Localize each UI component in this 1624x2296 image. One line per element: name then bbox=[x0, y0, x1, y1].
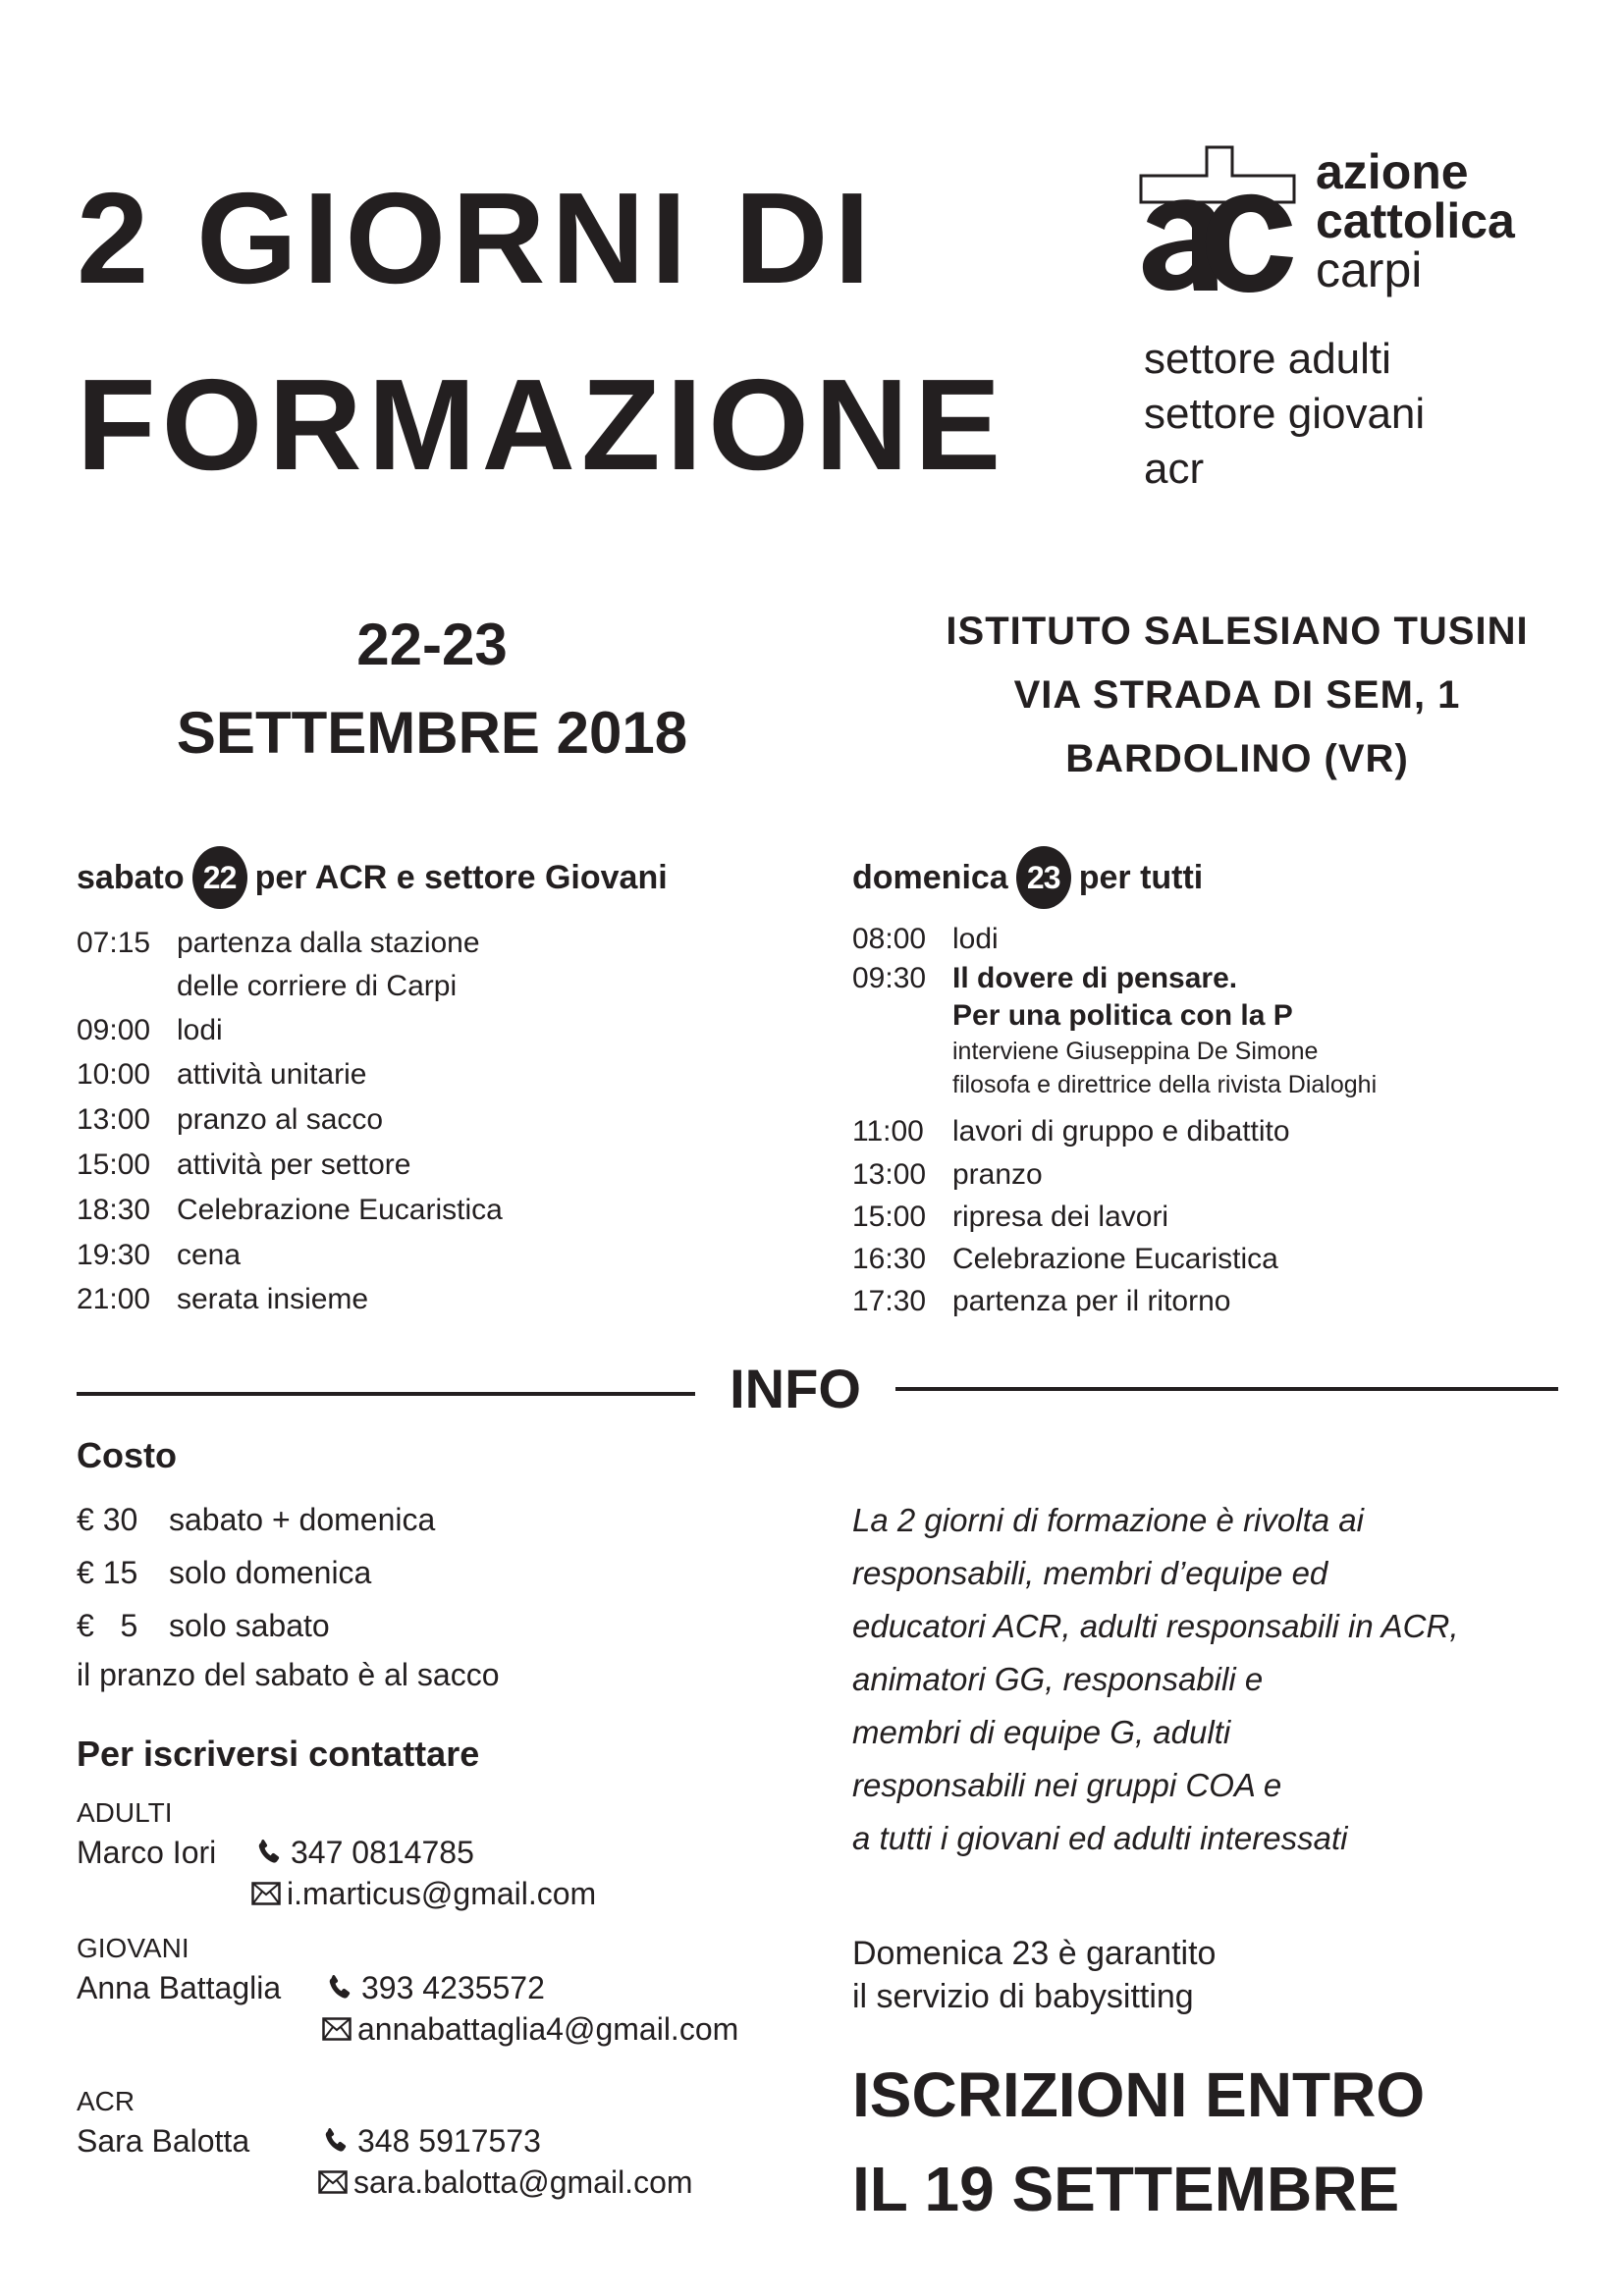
schedule-activity: Celebrazione Eucaristica bbox=[952, 1243, 1278, 1275]
schedule-time: 09:30 bbox=[852, 962, 927, 994]
schedule-activity: cena bbox=[177, 1239, 242, 1271]
schedule-time: 13:00 bbox=[77, 1103, 151, 1136]
schedule-time: 07:15 bbox=[77, 927, 151, 959]
contact-email-address: i.marticus@gmail.com bbox=[287, 1876, 597, 1911]
contact-email[interactable] bbox=[322, 2010, 738, 2048]
contact-email-address: sara.balotta@gmail.com bbox=[353, 2164, 693, 2200]
sector-acr: acr bbox=[1144, 445, 1205, 493]
sunday-day-badge: 23 bbox=[1016, 846, 1071, 909]
event-month-year: SETTEMBRE 2018 bbox=[176, 700, 688, 766]
venue-name: ISTITUTO SALESIANO TUSINI bbox=[946, 610, 1529, 653]
envelope-icon bbox=[251, 1882, 281, 1905]
target-line: a tutti i giovani ed adulti interessati bbox=[852, 1820, 1348, 1856]
cost-row bbox=[77, 1606, 803, 1645]
schedule-time: 19:30 bbox=[77, 1239, 151, 1271]
schedule-time: 16:30 bbox=[852, 1243, 927, 1275]
schedule-activity: attività per settore bbox=[177, 1148, 411, 1181]
cost-desc: sabato + domenica bbox=[169, 1502, 436, 1537]
target-line: membri di equipe G, adulti bbox=[852, 1714, 1231, 1750]
contact-email[interactable] bbox=[251, 1875, 596, 1912]
phone-icon bbox=[320, 2125, 352, 2157]
talk-title-line-2: Per una politica con la P bbox=[952, 999, 1293, 1032]
cost-note: il pranzo del sabato è al sacco bbox=[77, 1657, 500, 1692]
contact-group-adulti: ADULTI bbox=[77, 1797, 173, 1828]
schedule-activity: ripresa dei lavori bbox=[952, 1201, 1169, 1233]
schedule-activity: attività unitarie bbox=[177, 1058, 367, 1091]
target-line: animatori GG, responsabili e bbox=[852, 1661, 1264, 1697]
cost-desc: solo domenica bbox=[169, 1555, 372, 1590]
cost-price: € 15 bbox=[77, 1555, 138, 1590]
cost-price: € 5 bbox=[77, 1608, 138, 1643]
talk-title-line-1: Il dovere di pensare. bbox=[952, 962, 1238, 994]
sector-giovani: settore giovani bbox=[1144, 390, 1426, 438]
venue-city: BARDOLINO (VR) bbox=[1065, 737, 1409, 780]
divider-left bbox=[77, 1392, 695, 1396]
target-line: responsabili nei gruppi COA e bbox=[852, 1767, 1282, 1803]
schedule-activity: pranzo bbox=[952, 1158, 1043, 1191]
phone-icon bbox=[324, 1972, 355, 2003]
cost-row bbox=[77, 1553, 803, 1592]
sector-adulti: settore adulti bbox=[1144, 335, 1391, 383]
cost-row bbox=[77, 1500, 803, 1539]
cross-logo-icon bbox=[1139, 145, 1296, 293]
schedule-time: 09:00 bbox=[77, 1014, 151, 1046]
contact-phone-number: 348 5917573 bbox=[357, 2123, 541, 2159]
contact-name: Marco Iori bbox=[77, 1835, 217, 1870]
phone-icon bbox=[253, 1837, 285, 1868]
contact-group-acr: ACR bbox=[77, 2086, 135, 2116]
org-name-line-1: azione bbox=[1316, 144, 1469, 199]
contact-email-address: annabattaglia4@gmail.com bbox=[357, 2011, 739, 2047]
schedule-activity: partenza per il ritorno bbox=[952, 1285, 1231, 1317]
cost-price: € 30 bbox=[77, 1502, 138, 1537]
cost-desc: solo sabato bbox=[169, 1608, 330, 1643]
schedule-activity: lavori di gruppo e dibattito bbox=[952, 1115, 1290, 1148]
registration-deadline-line-1: ISCRIZIONI ENTRO bbox=[852, 2059, 1426, 2130]
schedule-time: 13:00 bbox=[852, 1158, 927, 1191]
org-name-line-3: carpi bbox=[1316, 242, 1423, 297]
logo-letter-c bbox=[1206, 194, 1293, 293]
contact-phone[interactable] bbox=[253, 1834, 474, 1871]
envelope-icon bbox=[322, 2017, 352, 2041]
contact-name: Anna Battaglia bbox=[77, 1970, 282, 2005]
schedule-activity-detail: delle corriere di Carpi bbox=[177, 970, 458, 1002]
title-line-1: 2 GIORNI DI bbox=[77, 166, 877, 310]
saturday-prefix: sabato bbox=[77, 858, 185, 896]
schedule-time: 08:00 bbox=[852, 923, 927, 955]
target-line: responsabili, membri d’equipe ed bbox=[852, 1555, 1328, 1591]
event-days: 22-23 bbox=[356, 612, 508, 677]
schedule-activity: Celebrazione Eucaristica bbox=[177, 1194, 503, 1226]
schedule-time: 21:00 bbox=[77, 1283, 151, 1315]
schedule-activity: lodi bbox=[952, 923, 999, 955]
cost-heading: Costo bbox=[77, 1435, 177, 1475]
contact-phone-number: 347 0814785 bbox=[291, 1835, 474, 1870]
org-name-line-2: cattolica bbox=[1316, 193, 1515, 248]
sunday-prefix: domenica bbox=[852, 858, 1008, 896]
babysitting-line: Domenica 23 è garantito bbox=[852, 1935, 1217, 1972]
envelope-icon bbox=[318, 2170, 348, 2194]
target-audience-text bbox=[852, 1494, 1598, 1865]
schedule-time: 15:00 bbox=[852, 1201, 927, 1233]
schedule-time: 11:00 bbox=[852, 1115, 924, 1148]
schedule-activity: serata insieme bbox=[177, 1283, 369, 1315]
contact-group-giovani: GIOVANI bbox=[77, 1933, 189, 1963]
saturday-heading bbox=[77, 846, 823, 909]
talk-speaker-role: filosofa e direttrice della rivista Dialoghi bbox=[952, 1071, 1378, 1098]
schedule-time: 17:30 bbox=[852, 1285, 927, 1317]
target-line: La 2 giorni di formazione è rivolta ai bbox=[852, 1502, 1364, 1538]
saturday-suffix: per ACR e settore Giovani bbox=[254, 858, 668, 896]
contact-name: Sara Balotta bbox=[77, 2123, 250, 2159]
contact-email[interactable] bbox=[318, 2163, 693, 2201]
sunday-suffix: per tutti bbox=[1078, 858, 1204, 896]
schedule-activity: pranzo al sacco bbox=[177, 1103, 384, 1136]
schedule-time: 10:00 bbox=[77, 1058, 151, 1091]
contact-phone-number: 393 4235572 bbox=[361, 1970, 545, 2005]
info-heading: INFO bbox=[730, 1358, 861, 1419]
contact-phone[interactable] bbox=[320, 2122, 541, 2160]
talk-speaker: interviene Giuseppina De Simone bbox=[952, 1038, 1319, 1065]
schedule-activity: partenza dalla stazione bbox=[177, 927, 480, 959]
saturday-day-badge: 22 bbox=[192, 846, 247, 909]
schedule-time: 15:00 bbox=[77, 1148, 151, 1181]
divider-right bbox=[895, 1387, 1558, 1391]
sunday-heading bbox=[852, 846, 1598, 909]
contact-phone[interactable] bbox=[324, 1969, 545, 2006]
babysitting-line: il servizio di babysitting bbox=[852, 1978, 1194, 2015]
title-line-2: FORMAZIONE bbox=[77, 352, 1007, 497]
venue-street: VIA STRADA DI SEM, 1 bbox=[1013, 673, 1461, 717]
schedule-time: 18:30 bbox=[77, 1194, 151, 1226]
babysitting-note bbox=[852, 1932, 1598, 2018]
schedule-activity: lodi bbox=[177, 1014, 223, 1046]
contact-heading: Per iscriversi contattare bbox=[77, 1734, 480, 1774]
target-line: educatori ACR, adulti responsabili in ACR, bbox=[852, 1608, 1459, 1644]
registration-deadline-line-2: IL 19 SETTEMBRE bbox=[852, 2154, 1400, 2224]
